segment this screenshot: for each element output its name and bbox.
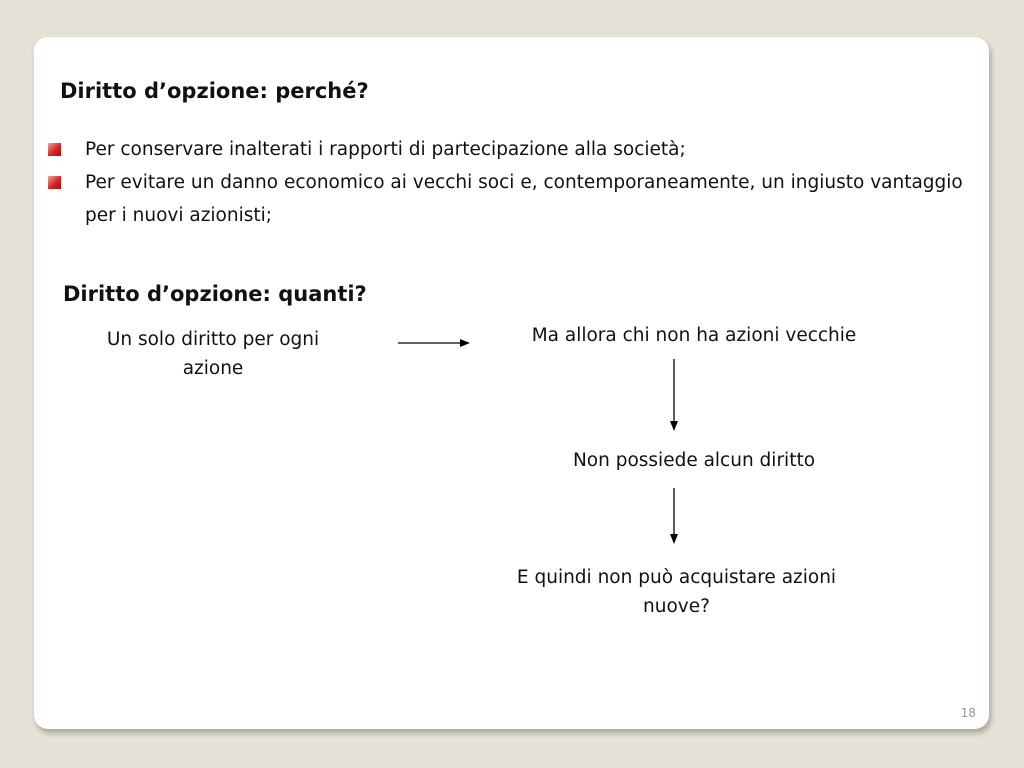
bullet-item (48, 133, 978, 166)
bullet-list (48, 133, 978, 232)
slide (34, 37, 989, 729)
bullet-text: Per conservare inalterati i rapporti di partecipazione alla società; (85, 139, 686, 160)
section-title-how-many: Diritto d’opzione: quanti? (63, 282, 367, 306)
bullet-text: Per evitare un danno economico ai vecchi soci e, contemporaneamente, un ingiusto vantaggio per i nuovi azionisti; (85, 172, 963, 226)
section-title-why: Diritto d’opzione: perché? (60, 79, 369, 103)
red-square-bullet-icon (48, 176, 61, 189)
flow-step-question: Ma allora chi non ha azioni vecchie (531, 325, 857, 346)
flow-step-no-right: Non possiede alcun diritto (572, 450, 816, 471)
bullet-item (48, 166, 978, 232)
flow-step-cannot-buy: E quindi non può acquistare azioni nuove? (516, 567, 837, 617)
red-square-bullet-icon (48, 143, 61, 156)
page-number: 18 (960, 706, 976, 720)
down-arrow-icon (667, 359, 681, 435)
one-right-per-share-text: Un solo diritto per ogni azione (106, 329, 320, 379)
down-arrow-icon (667, 488, 681, 548)
right-arrow-icon (398, 336, 478, 350)
